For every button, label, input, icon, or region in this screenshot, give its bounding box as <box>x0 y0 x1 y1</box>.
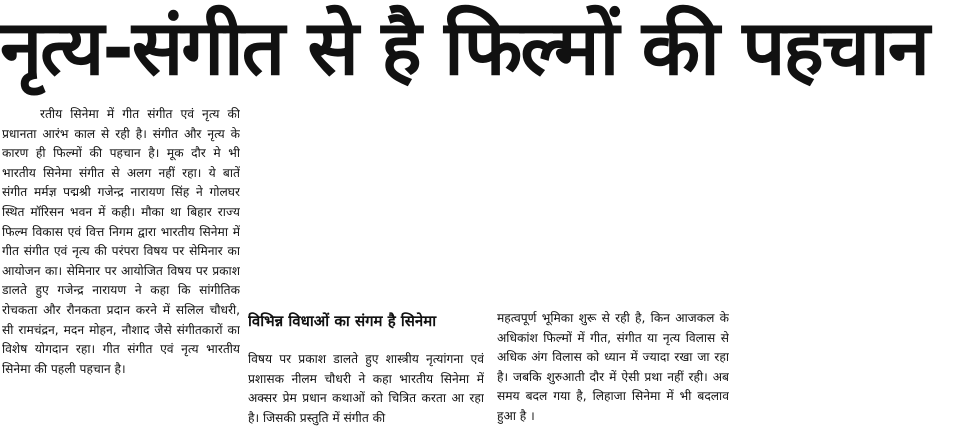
article-column-2 <box>248 350 484 430</box>
article-column-1 <box>2 105 240 430</box>
article-column-3 <box>497 309 729 430</box>
headline: नृत्य-संगीत से है फिल्मों की पहचान <box>0 3 928 92</box>
subheading: विभिन्न विधाओं का संगम है सिनेमा <box>248 312 437 330</box>
article-paragraph: विषय पर प्रकाश डालते हुए शास्त्रीय नृत्यांगना एवं प्रशासक नीलम चौधरी ने कहा भारतीय सिनेमा में अक्सर प्रेम प्रधान कथाओं को चित्रित करता आ रहा है। जिसकी प्रस्तुति में संगीत की <box>248 352 484 425</box>
article-paragraph: रतीय सिनेमा में गीत संगीत एवं नृत्य की प्रधानता आरंभ काल से रही है। संगीत और नृत्य के कारण ही फिल्मों की पहचान है। मूक दौर मे भी भारतीय सिनेमा संगीत से अलग नहीं रहा। ये बातें संगीत मर्मज्ञ पद्मश्री गजेन्द्र नारायण सिंह ने गोलघर स्थित मॉरिसन भवन में कही। मौका था बिहार राज्य फिल्म विकास एवं वित्त निगम द्वारा भारतीय सिनेमा में गीत संगीत एवं नृत्य की परंपरा विषय पर सेमिनार का आयोजन का। सेमिनार पर आयोजित विषय पर प्रकाश डालते हुए गजेन्द्र नारायण ने कहा कि सांगीतिक रोचकता और रौनकता प्रदान करने में सलिल चौधरी, सी रामचंद्रन, मदन मोहन, नौशाद जैसे संगीतकारों का विशेष योगदान रहा। गीत संगीत एवं नृत्य भारतीय सिनेमा की पहली पहचान है। <box>2 107 240 376</box>
article-paragraph: महत्वपूर्ण भूमिका शुरू से रही है, किन आजकल के अधिकांश फिल्मों में गीत, संगीत या नृत्य विलास से अधिक अंग विलास को ध्यान में ज्यादा रखा जा रहा है। जबकि शुरुआती दौर में ऐसी प्रथा नहीं रही। अब समय बदल गया है, लिहाजा सिनेमा में भी बदलाव हुआ है । <box>497 311 729 423</box>
